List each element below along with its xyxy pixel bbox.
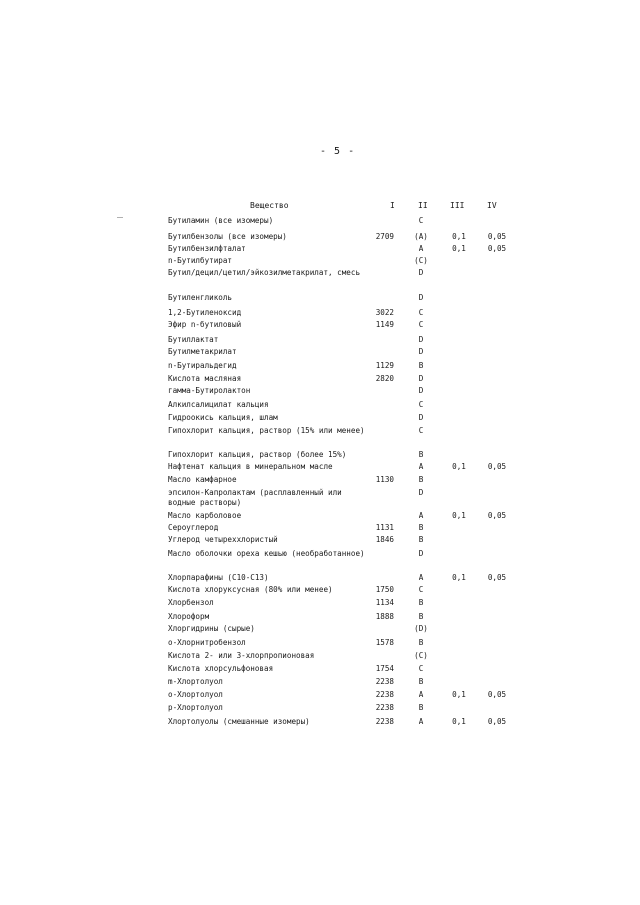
value-i: 1846 (375, 535, 394, 544)
value-i: 1129 (375, 361, 394, 370)
value-ii: D (418, 268, 424, 277)
value-i: 1149 (375, 320, 394, 329)
value-ii: B (418, 475, 424, 484)
substance-name: Бутилбензилфталат (168, 244, 246, 253)
value-ii: B (418, 612, 424, 621)
substance-name: p-Хлортолуол (168, 703, 223, 712)
value-iii: 0,1 (452, 244, 466, 253)
value-ii: B (418, 598, 424, 607)
column-header-iv: IV (487, 201, 497, 210)
substance-name: Масло оболочки ореха кешью (необработанное) (168, 549, 365, 558)
value-ii: B (418, 523, 424, 532)
value-ii: D (418, 386, 424, 395)
column-header-substance: Вещество (250, 201, 289, 210)
substance-name: эпсилон-Капролактам (расплавленный или водные растворы) (168, 488, 342, 507)
substance-name: Бутилбензолы (все изомеры) (168, 232, 287, 241)
value-ii: B (418, 361, 424, 370)
substance-name: Хлорбензол (168, 598, 214, 607)
value-ii: A (418, 511, 424, 520)
substance-name: Углерод четыреххлористый (168, 535, 278, 544)
substance-name: Гипохлорит кальция, раствор (15% или менее) (168, 426, 365, 435)
value-iv: 0,05 (487, 717, 507, 726)
value-iv: 0,05 (487, 690, 507, 699)
value-ii: D (418, 549, 424, 558)
substance-name: Бутилметакрилат (168, 347, 237, 356)
value-ii: D (418, 347, 424, 356)
value-iii: 0,1 (452, 573, 466, 582)
value-ii: D (418, 413, 424, 422)
value-iii: 0,1 (452, 232, 466, 241)
value-ii: D (418, 374, 424, 383)
value-ii: C (418, 320, 424, 329)
column-header-ii: II (418, 201, 428, 210)
value-iii: 0,1 (452, 511, 466, 520)
substance-name: Бутиламин (все изомеры) (168, 216, 274, 225)
value-i: 1888 (375, 612, 394, 621)
value-ii: C (418, 426, 424, 435)
column-header-i: I (390, 201, 395, 210)
value-ii: C (418, 400, 424, 409)
value-ii: D (418, 293, 424, 302)
value-i: 1754 (375, 664, 394, 673)
value-ii: A (418, 244, 424, 253)
value-i: 1750 (375, 585, 394, 594)
value-ii: B (418, 638, 424, 647)
column-header-iii: III (450, 201, 465, 210)
value-iii: 0,1 (452, 717, 466, 726)
substance-name: Кислота хлоруксусная (80% или менее) (168, 585, 333, 594)
value-ii: C (418, 585, 424, 594)
substance-name: Гидроокись кальция, шлам (168, 413, 278, 422)
substance-name: Бутиллактат (168, 335, 219, 344)
value-ii: A (418, 690, 424, 699)
substance-name: Хлоргидрины (сырые) (168, 624, 255, 633)
substance-name: Бутиленгликоль (168, 293, 233, 302)
substance-name: Алкилсалицилат кальция (168, 400, 269, 409)
substance-name: Хлортолуолы (смешанные изомеры) (168, 717, 310, 726)
substance-name: Масло камфарное (168, 475, 237, 484)
value-i: 1131 (375, 523, 394, 532)
value-ii: B (418, 677, 424, 686)
value-i: 1578 (375, 638, 394, 647)
substance-name: Нафтенат кальция в минеральном масле (168, 462, 333, 471)
substance-name: Масло карболовое (168, 511, 242, 520)
value-ii: A (418, 462, 424, 471)
substance-name: гамма-Бутиролактон (168, 386, 251, 395)
substance-name: Хлорпарафины (C10-C13) (168, 573, 269, 582)
value-ii: C (418, 664, 424, 673)
value-i: 2238 (375, 690, 394, 699)
value-iii: 0,1 (452, 462, 466, 471)
value-ii: (C) (414, 651, 428, 660)
value-iv: 0,05 (487, 462, 507, 471)
substance-name: n-Бутиральдегид (168, 361, 237, 370)
substance-name: m-Хлортолуол (168, 677, 223, 686)
substance-name: Бутил/децил/цетил/эйкозилметакрилат, смесь (168, 268, 361, 277)
value-ii: B (418, 450, 424, 459)
value-i: 2820 (375, 374, 394, 383)
substance-name: Гипохлорит кальция, раствор (более 15%) (168, 450, 347, 459)
value-i: 1134 (375, 598, 394, 607)
value-ii: D (418, 335, 424, 344)
value-ii: A (418, 717, 424, 726)
substance-name: Хлороформ (168, 612, 210, 621)
value-i: 2238 (375, 717, 394, 726)
value-ii: D (418, 488, 424, 497)
substance-name: o-Хлортолуол (168, 690, 223, 699)
substance-name: 1,2-Бутиленоксид (168, 308, 242, 317)
value-iii: 0,1 (452, 690, 466, 699)
page-number: - 5 - (320, 146, 356, 157)
value-iv: 0,05 (487, 511, 507, 520)
value-i: 2238 (375, 703, 394, 712)
value-i: 2238 (375, 677, 394, 686)
substance-name: o-Хлорнитробензол (168, 638, 246, 647)
value-iv: 0,05 (487, 573, 507, 582)
substance-name: Кислота масляная (168, 374, 242, 383)
substance-name: n-Бутилбутират (168, 256, 233, 265)
value-iv: 0,05 (487, 232, 507, 241)
value-i: 2709 (375, 232, 394, 241)
substance-name: Кислота 2- или 3-хлорпропионовая (168, 651, 315, 660)
value-ii: B (418, 535, 424, 544)
value-i: 3022 (375, 308, 394, 317)
value-i: 1130 (375, 475, 394, 484)
value-ii: A (418, 573, 424, 582)
value-ii: (C) (414, 256, 428, 265)
substance-name: Эфир n-бутиловый (168, 320, 242, 329)
value-ii: B (418, 703, 424, 712)
value-iv: 0,05 (487, 244, 507, 253)
substance-name: Кислота хлорсульфоновая (168, 664, 274, 673)
value-ii: C (418, 216, 424, 225)
substance-name: Сероуглерод (168, 523, 219, 532)
value-ii: C (418, 308, 424, 317)
value-ii: (A) (414, 232, 428, 241)
value-ii: (D) (414, 624, 428, 633)
